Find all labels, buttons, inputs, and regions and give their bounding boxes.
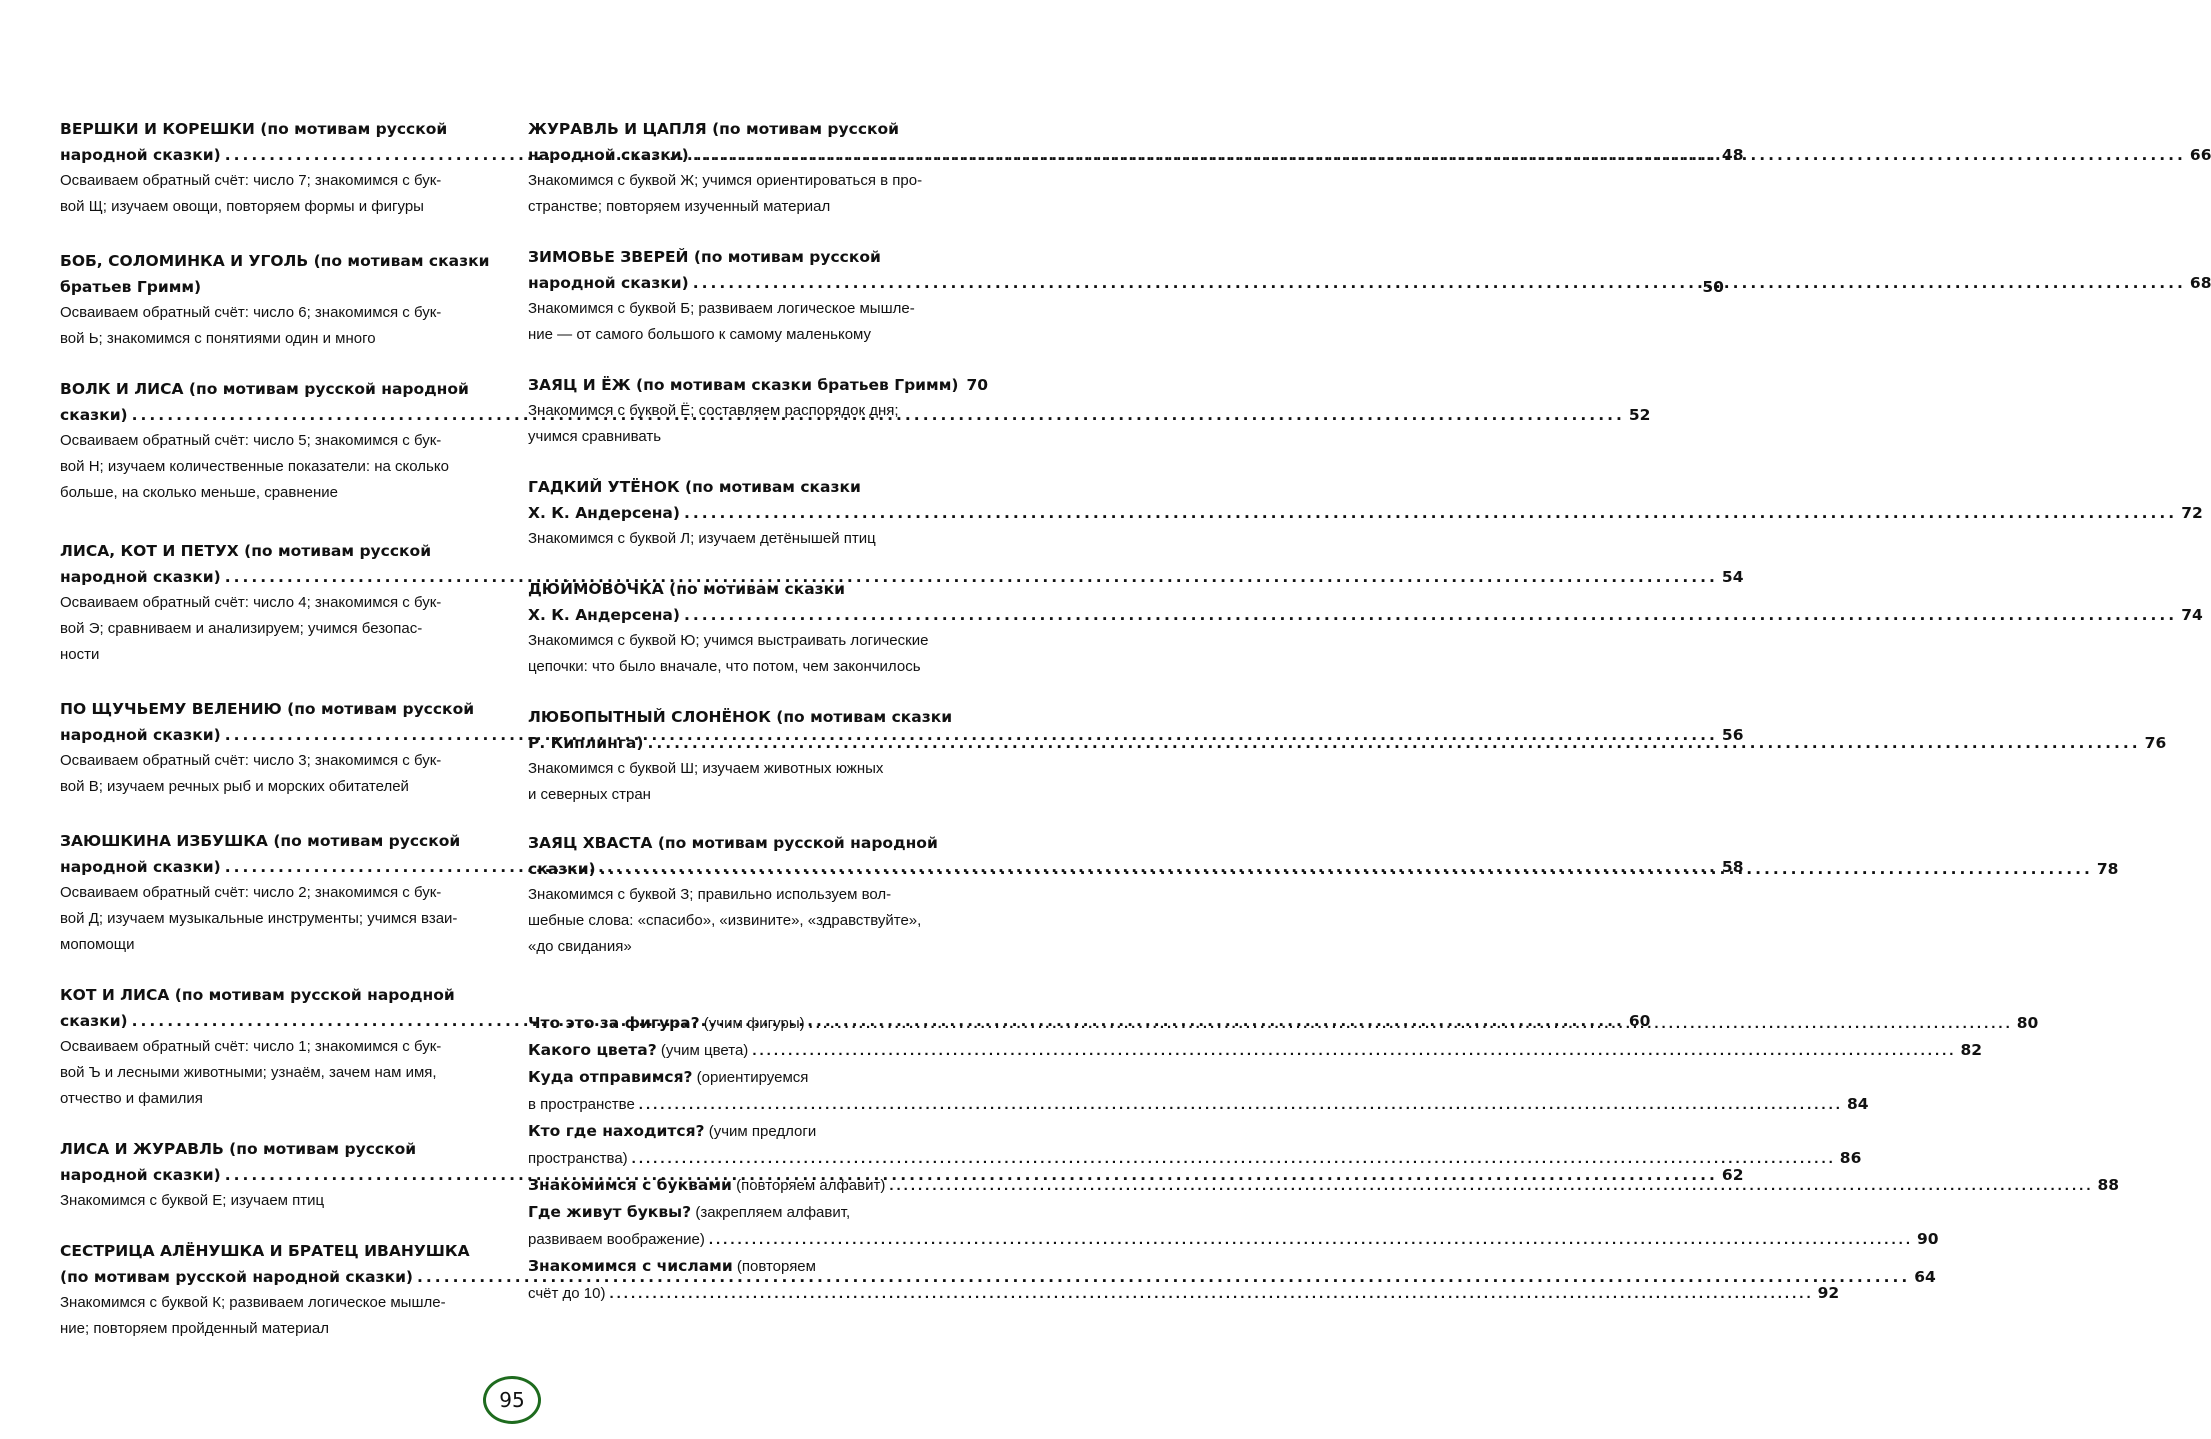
entry-title-line2: народной сказки) ..... 56 — [60, 722, 498, 748]
entry-title-line1: ЗИМОВЬЕ ЗВЕРЕЙ (по мотивам русской — [528, 248, 881, 266]
entry-desc-line: ности — [60, 646, 100, 663]
entry-title-line1: ЗАЯЦ ХВАСТА (по мотивам русской народной — [528, 834, 938, 852]
toc-entry[interactable] — [528, 474, 2203, 552]
entry-page: 86 — [1839, 1149, 1862, 1167]
entry-title-line2: народной сказки) ..... 66 — [528, 142, 964, 168]
entry-desc-line: вой Э; сравниваем и анализируем; учимся безопас- — [60, 620, 423, 637]
entry-desc-line: и северных стран — [528, 786, 651, 803]
entry-title-line1: КОТ И ЛИСА (по мотивам русской народной — [60, 986, 455, 1004]
entry-title-line1: СЕСТРИЦА АЛЁНУШКА И БРАТЕЦ ИВАНУШКА — [60, 1242, 470, 1260]
entry-page: 58 — [1721, 858, 1744, 876]
entry-desc-line: Осваиваем обратный счёт: число 7; знакомимся с бук- — [60, 172, 442, 189]
page-number: 95 — [483, 1376, 541, 1424]
entry-title-line: ЗАЯЦ И ЁЖ (по мотивам сказки братьев Гримм) 70 — [528, 372, 964, 398]
entry-page: 66 — [2189, 146, 2211, 164]
extra-item[interactable]: в пространстве ..... 84 — [528, 1091, 964, 1118]
entry-title-line1: ЛЮБОПЫТНЫЙ СЛОНЁНОК (по мотивам сказки — [528, 708, 953, 726]
entry-page: 70 — [966, 376, 989, 394]
entry-title-line1: ВОЛК И ЛИСА (по мотивам русской народной — [60, 380, 469, 398]
entry-title-line1: ЛИСА И ЖУРАВЛЬ (по мотивам русской — [60, 1140, 417, 1158]
entry-desc-line: Осваиваем обратный счёт: число 4; знакомимся с бук- — [60, 594, 442, 611]
entry-desc-line: Знакомимся с буквой Ж; учимся ориентироваться в про- — [528, 172, 923, 189]
entry-desc-line: вой Ь; знакомимся с понятиями один и много — [60, 330, 376, 347]
entry-page: 60 — [1628, 1012, 1651, 1030]
entry-page: 92 — [1817, 1284, 1840, 1302]
entry-page: 72 — [2181, 504, 2203, 522]
entry-page: 74 — [2181, 606, 2203, 624]
entry-desc-line: странстве; повторяем изученный материал — [528, 198, 831, 215]
entry-desc-line: Осваиваем обратный счёт: число 5; знакомимся с бук- — [60, 432, 442, 449]
entry-desc-line: Знакомимся с буквой К; развиваем логическое мышле- — [60, 1294, 446, 1311]
entry-title-line2: народной сказки) ..... 58 — [60, 854, 498, 880]
entry-page: 52 — [1628, 406, 1651, 424]
entry-desc-line: вой Д; изучаем музыкальные инструменты; учимся взаи- — [60, 910, 458, 927]
entry-page: 90 — [1916, 1230, 1939, 1248]
entry-desc-line: ние; повторяем пройденный материал — [60, 1320, 329, 1337]
entry-title-line2: Р. Киплинга) ..... 76 — [528, 730, 964, 756]
entry-desc-line: вой В; изучаем речных рыб и морских обитателей — [60, 778, 409, 795]
entry-desc-line: «до свидания» — [528, 938, 632, 955]
entry-desc-line: шебные слова: «спасибо», «извините», «здравствуйте», — [528, 912, 922, 929]
entry-desc-line: Осваиваем обратный счёт: число 6; знакомимся с бук- — [60, 304, 442, 321]
entry-desc-line: вой Н; изучаем количественные показатели: на сколько — [60, 458, 449, 475]
extra-item[interactable]: пространства) ..... 86 — [528, 1145, 964, 1172]
entry-title-line2: Х. К. Андерсена) ..... 72 — [528, 500, 964, 526]
toc-entry[interactable] — [528, 372, 989, 450]
entry-page: 64 — [1914, 1268, 1936, 1286]
entry-page: 76 — [2144, 734, 2167, 752]
extra-item[interactable]: Что это за фигура? (учим фигуры) ..... 80 — [528, 1010, 964, 1037]
extra-item[interactable]: развиваем воображение) ..... 90 — [528, 1226, 964, 1253]
entry-title-line2: Х. К. Андерсена) ..... 74 — [528, 602, 964, 628]
entry-title-line1: ЛИСА, КОТ И ПЕТУХ (по мотивам русской — [60, 542, 432, 560]
entry-page: 82 — [1960, 1041, 1983, 1059]
entry-page: 50 — [1702, 278, 1724, 296]
extra-item-title[interactable]: Куда отправимся? (ориентируемся — [528, 1068, 809, 1086]
entry-page: 56 — [1721, 726, 1744, 744]
entry-title-line1: ПО ЩУЧЬЕМУ ВЕЛЕНИЮ (по мотивам русской — [60, 700, 475, 718]
entry-title-line2: народной сказки) ..... 48 — [60, 142, 498, 168]
entry-desc-line: Знакомимся с буквой Б; развиваем логическое мышле- — [528, 300, 915, 317]
entry-desc-line: Знакомимся с буквой Ю; учимся выстраивать логические — [528, 632, 929, 649]
entry-page: 84 — [1846, 1095, 1869, 1113]
entry-page: 80 — [2016, 1014, 2039, 1032]
entry-desc-line: Знакомимся с буквой Е; изучаем птиц — [60, 1192, 325, 1209]
entry-desc-line: цепочки: что было вначале, что потом, чем закончилось — [528, 658, 921, 675]
entry-title-line1: БОБ, СОЛОМИНКА И УГОЛЬ (по мотивам сказки — [60, 252, 490, 270]
entry-title-line1: ГАДКИЙ УТЁНОК (по мотивам сказки — [528, 478, 861, 496]
entry-desc-line: мопомощи — [60, 936, 135, 953]
entry-title-line2: сказки) ..... 52 — [60, 402, 498, 428]
extra-item-title[interactable]: Где живут буквы? (закрепляем алфавит, — [528, 1203, 851, 1221]
entry-title-line2: народной сказки) ..... 54 — [60, 564, 498, 590]
extra-item[interactable]: Знакомимся с буквами (повторяем алфавит) ..... 88 — [528, 1172, 964, 1199]
entry-desc-line: ние — от самого большого к самому маленькому — [528, 326, 872, 343]
entry-desc-line: вой Ъ и лесными животными; узнаём, зачем нам имя, — [60, 1064, 437, 1081]
entry-title-line2: сказки) ..... 60 — [60, 1008, 498, 1034]
entry-desc-line: Осваиваем обратный счёт: число 3; знакомимся с бук- — [60, 752, 442, 769]
entry-desc-line: Знакомимся с буквой Ё; составляем распорядок дня; — [528, 402, 899, 419]
entry-title-line2: народной сказки) ..... 68 — [528, 270, 964, 296]
extra-item-title[interactable]: Кто где находится? (учим предлоги — [528, 1122, 817, 1140]
entry-title-line2: сказки) ..... 78 — [528, 856, 964, 882]
entry-page: 62 — [1721, 1166, 1744, 1184]
extra-item[interactable]: счёт до 10) ..... 92 — [528, 1280, 964, 1307]
entry-page: 78 — [2096, 860, 2119, 878]
entry-desc-line: отчество и фамилия — [60, 1090, 203, 1107]
entry-desc-line: Осваиваем обратный счёт: число 1; знакомимся с бук- — [60, 1038, 442, 1055]
entry-page: 54 — [1721, 568, 1744, 586]
entry-title-line1: ВЕРШКИ И КОРЕШКИ (по мотивам русской — [60, 120, 448, 138]
extra-item[interactable]: Какого цвета? (учим цвета) ..... 82 — [528, 1037, 964, 1064]
entry-title-line1: ЖУРАВЛЬ И ЦАПЛЯ (по мотивам русской — [528, 120, 900, 138]
entry-title-line2: (по мотивам русской народной сказки) ..... 64 — [60, 1264, 498, 1290]
extra-item-title[interactable]: Знакомимся с числами (повторяем — [528, 1257, 816, 1275]
entry-title-line1: ДЮЙМОВОЧКА (по мотивам сказки — [528, 580, 846, 598]
entry-page: 68 — [2189, 274, 2211, 292]
entry-title-line2: братьев Гримм) 50 — [60, 274, 498, 300]
entry-desc-line: Знакомимся с буквой Л; изучаем детёнышей птиц — [528, 530, 876, 547]
entry-page: 88 — [2097, 1176, 2120, 1194]
entry-title-line1: ЗАЮШКИНА ИЗБУШКА (по мотивам русской — [60, 832, 461, 850]
entry-desc-line: больше, на сколько меньше, сравнение — [60, 484, 338, 501]
entry-desc-line: Знакомимся с буквой З; правильно используем вол- — [528, 886, 892, 903]
entry-page: 48 — [1721, 146, 1744, 164]
entry-desc-line: учимся сравнивать — [528, 428, 662, 445]
entry-desc-line: вой Щ; изучаем овощи, повторяем формы и фигуры — [60, 198, 424, 215]
entry-desc-line: Знакомимся с буквой Ш; изучаем животных южных — [528, 760, 884, 777]
entry-title-line2: народной сказки) ..... 62 — [60, 1162, 498, 1188]
entry-desc-line: Осваиваем обратный счёт: число 2; знакомимся с бук- — [60, 884, 442, 901]
